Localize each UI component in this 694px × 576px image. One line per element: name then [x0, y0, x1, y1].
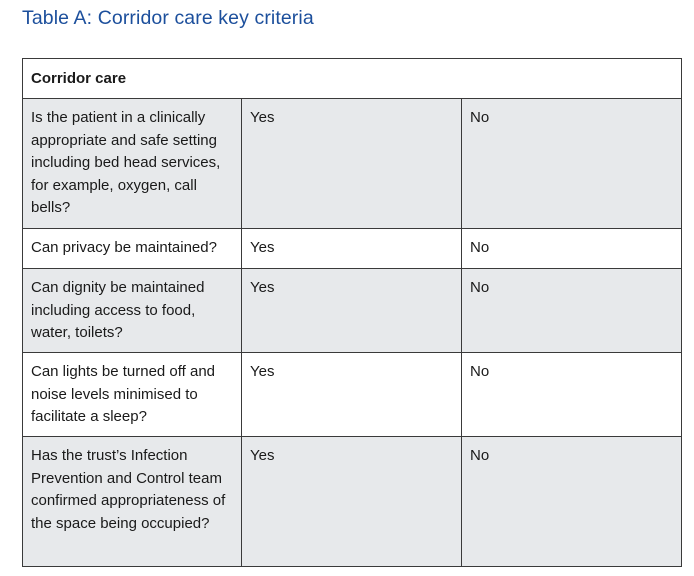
- no-cell: No: [462, 437, 682, 567]
- question-cell: Can lights be turned off and noise levels minimised to facilitate a sleep?: [23, 353, 242, 437]
- question-cell: Can privacy be maintained?: [23, 229, 242, 269]
- table-header-row: [23, 59, 682, 99]
- table-row: [23, 353, 682, 437]
- no-cell: No: [462, 269, 682, 353]
- table-row: [23, 229, 682, 269]
- table-row: [23, 269, 682, 353]
- yes-cell: Yes: [242, 353, 462, 437]
- table-row: [23, 99, 682, 229]
- yes-cell: Yes: [242, 229, 462, 269]
- yes-cell: Yes: [242, 99, 462, 229]
- no-cell: No: [462, 99, 682, 229]
- question-cell: Has the trust’s Infection Prevention and Control team confirmed appropriateness of the space being occupied?: [23, 437, 242, 567]
- criteria-table: [22, 58, 682, 567]
- question-cell: Is the patient in a clinically appropriate and safe setting including bed head services, for example, oxygen, call bells?: [23, 99, 242, 229]
- table-title: Table A: Corridor care key criteria: [22, 7, 314, 29]
- yes-cell: Yes: [242, 437, 462, 567]
- question-cell: Can dignity be maintained including access to food, water, toilets?: [23, 269, 242, 353]
- yes-cell: Yes: [242, 269, 462, 353]
- no-cell: No: [462, 229, 682, 269]
- table-row: [23, 437, 682, 567]
- no-cell: No: [462, 353, 682, 437]
- table-header: Corridor care: [23, 59, 682, 99]
- criteria-table-container: [22, 58, 681, 567]
